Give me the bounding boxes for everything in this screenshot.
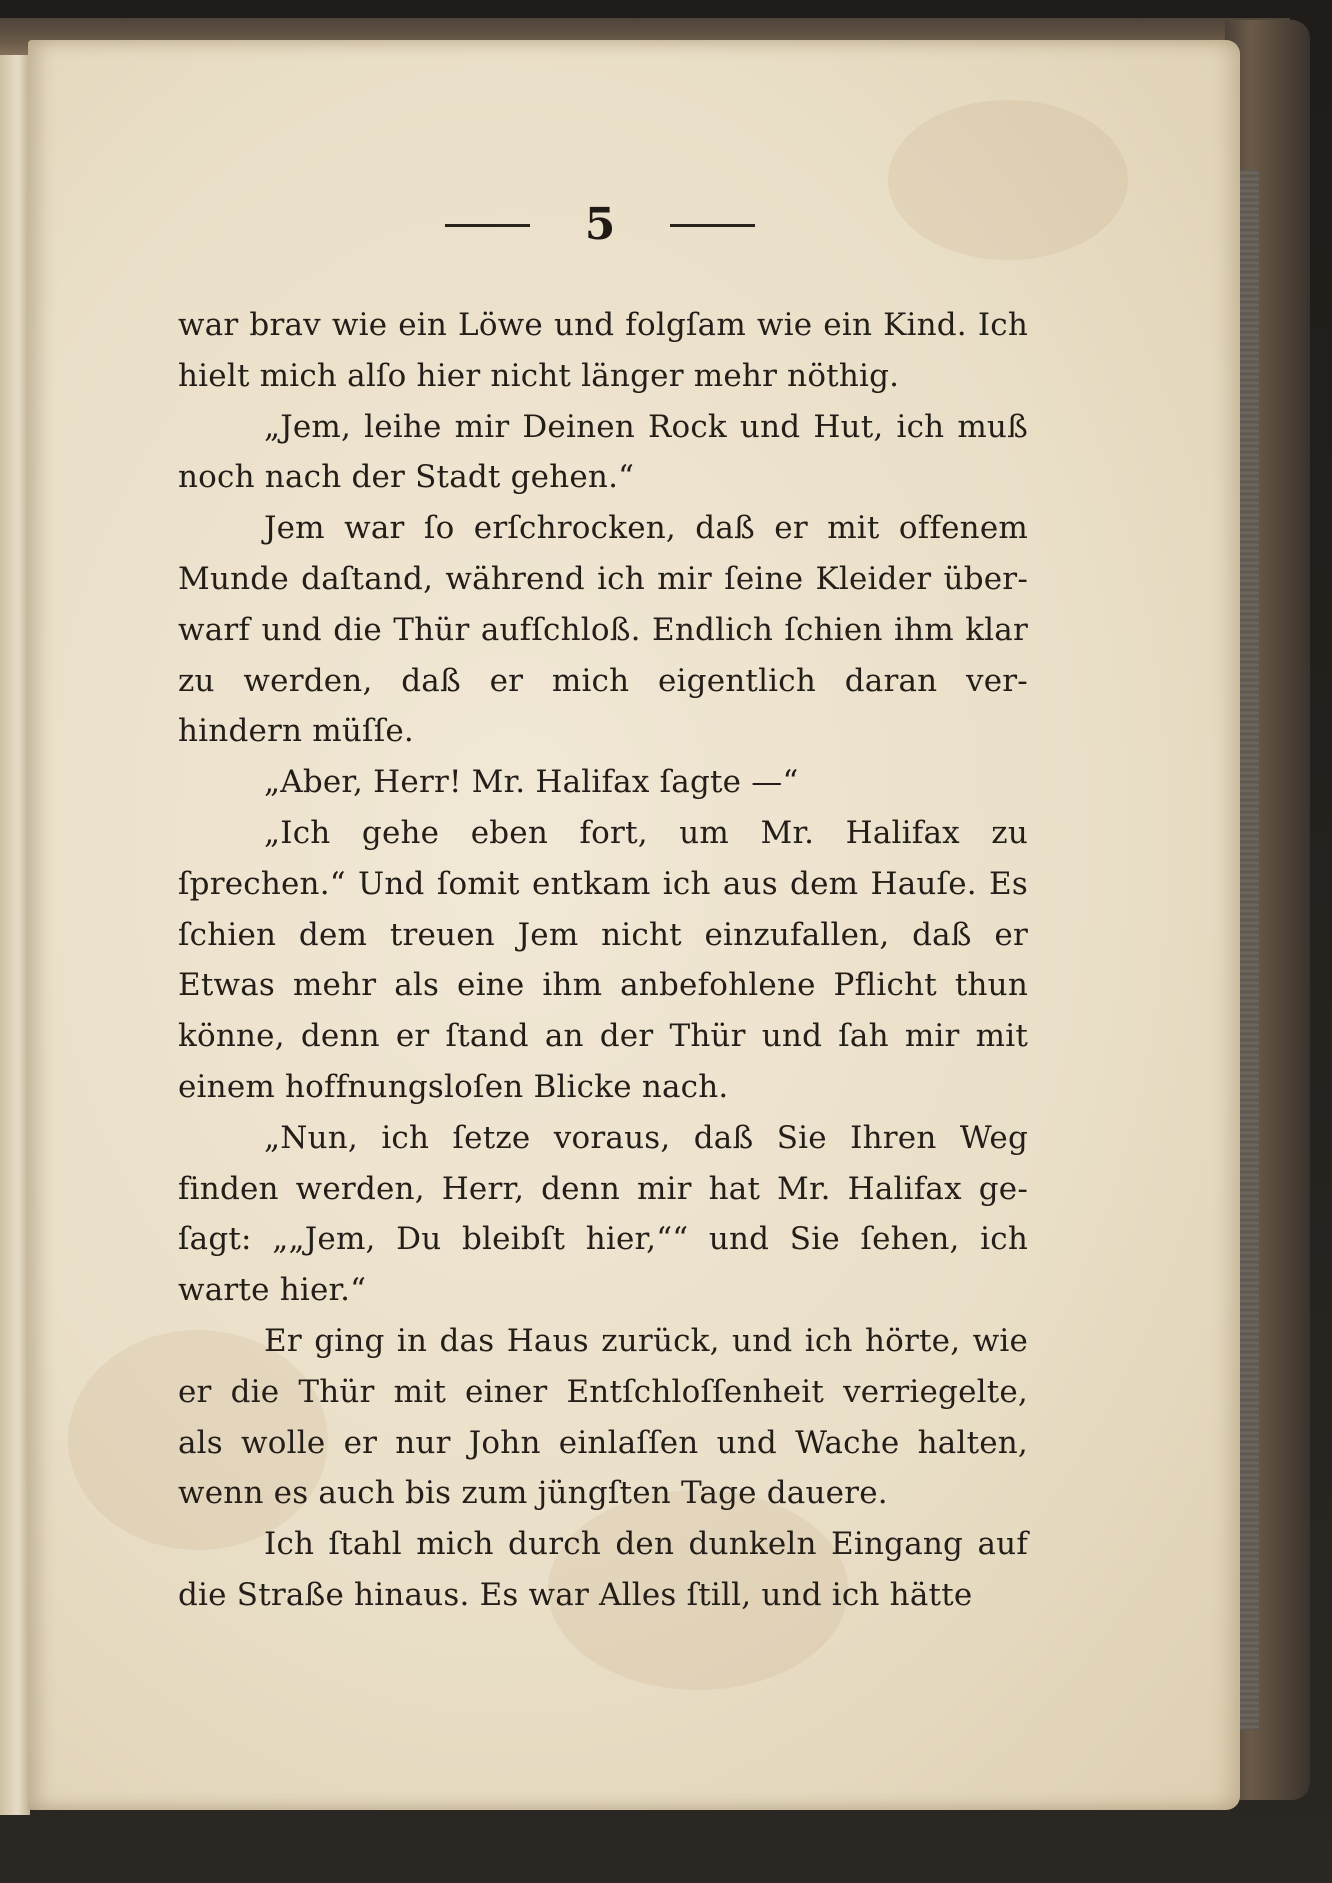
- page-header: [445, 195, 755, 255]
- paragraph: Er ging in das Haus zurück, und ich hörte, wie er die Thür mit einer Entſchloſſenheit verriegelte, als wolle er nur John einlaſſen und Wache halten, wenn es auch bis zum jüngſten Tage dauere.: [178, 1322, 1028, 1512]
- header-rule-right: [670, 224, 755, 227]
- header-rule-left: [445, 224, 530, 227]
- paper-stain: [888, 100, 1128, 260]
- paragraph: war brav wie ein Löwe und folgſam wie ein Kind. Ich hielt mich alſo hier nicht länger mehr nöthig.: [178, 307, 1028, 394]
- paragraph: „Aber, Herr! Mr. Halifax ſagte —“: [264, 764, 799, 801]
- paragraph: „Jem, leihe mir Deinen Rock und Hut, ich muß noch nach der Stadt gehen.“: [178, 408, 1028, 496]
- body-text: [178, 300, 1028, 1621]
- facing-page-edge: [0, 55, 30, 1815]
- paragraph: Ich ſtahl mich durch den dunkeln Eingang auf die Straße hinaus. Es war Alles ſtill, und ich hätte: [178, 1526, 1028, 1613]
- paragraph: Jem war ſo erſchrocken, daß er mit offenem Munde daſtand, während ich mir ſeine Kleider über- warf und die Thür aufſchloß. Endlich ſchien ihm klar zu werden, daß er mich eigentlich daran ver- hindern müſſe.: [178, 510, 1028, 750]
- page-number: 5: [584, 199, 616, 250]
- paragraph: „Ich gehe eben fort, um Mr. Halifax zu ſprechen.“ Und ſomit entkam ich aus dem Hauſe. Es ſchien dem treuen Jem nicht einzufallen, daß er Etwas mehr als eine ihm anbefohlene Pflicht thun könne, denn er ſtand an der Thür und ſah mir mit einem hoffnungsloſen Blicke nach.: [178, 814, 1028, 1105]
- paragraph: „Nun, ich ſetze voraus, daß Sie Ihren Weg finden werden, Herr, denn mir hat Mr. Halifax ge- ſagt: „„Jem, Du bleibſt hier,““ und Sie ſehen, ich warte hier.“: [178, 1119, 1028, 1309]
